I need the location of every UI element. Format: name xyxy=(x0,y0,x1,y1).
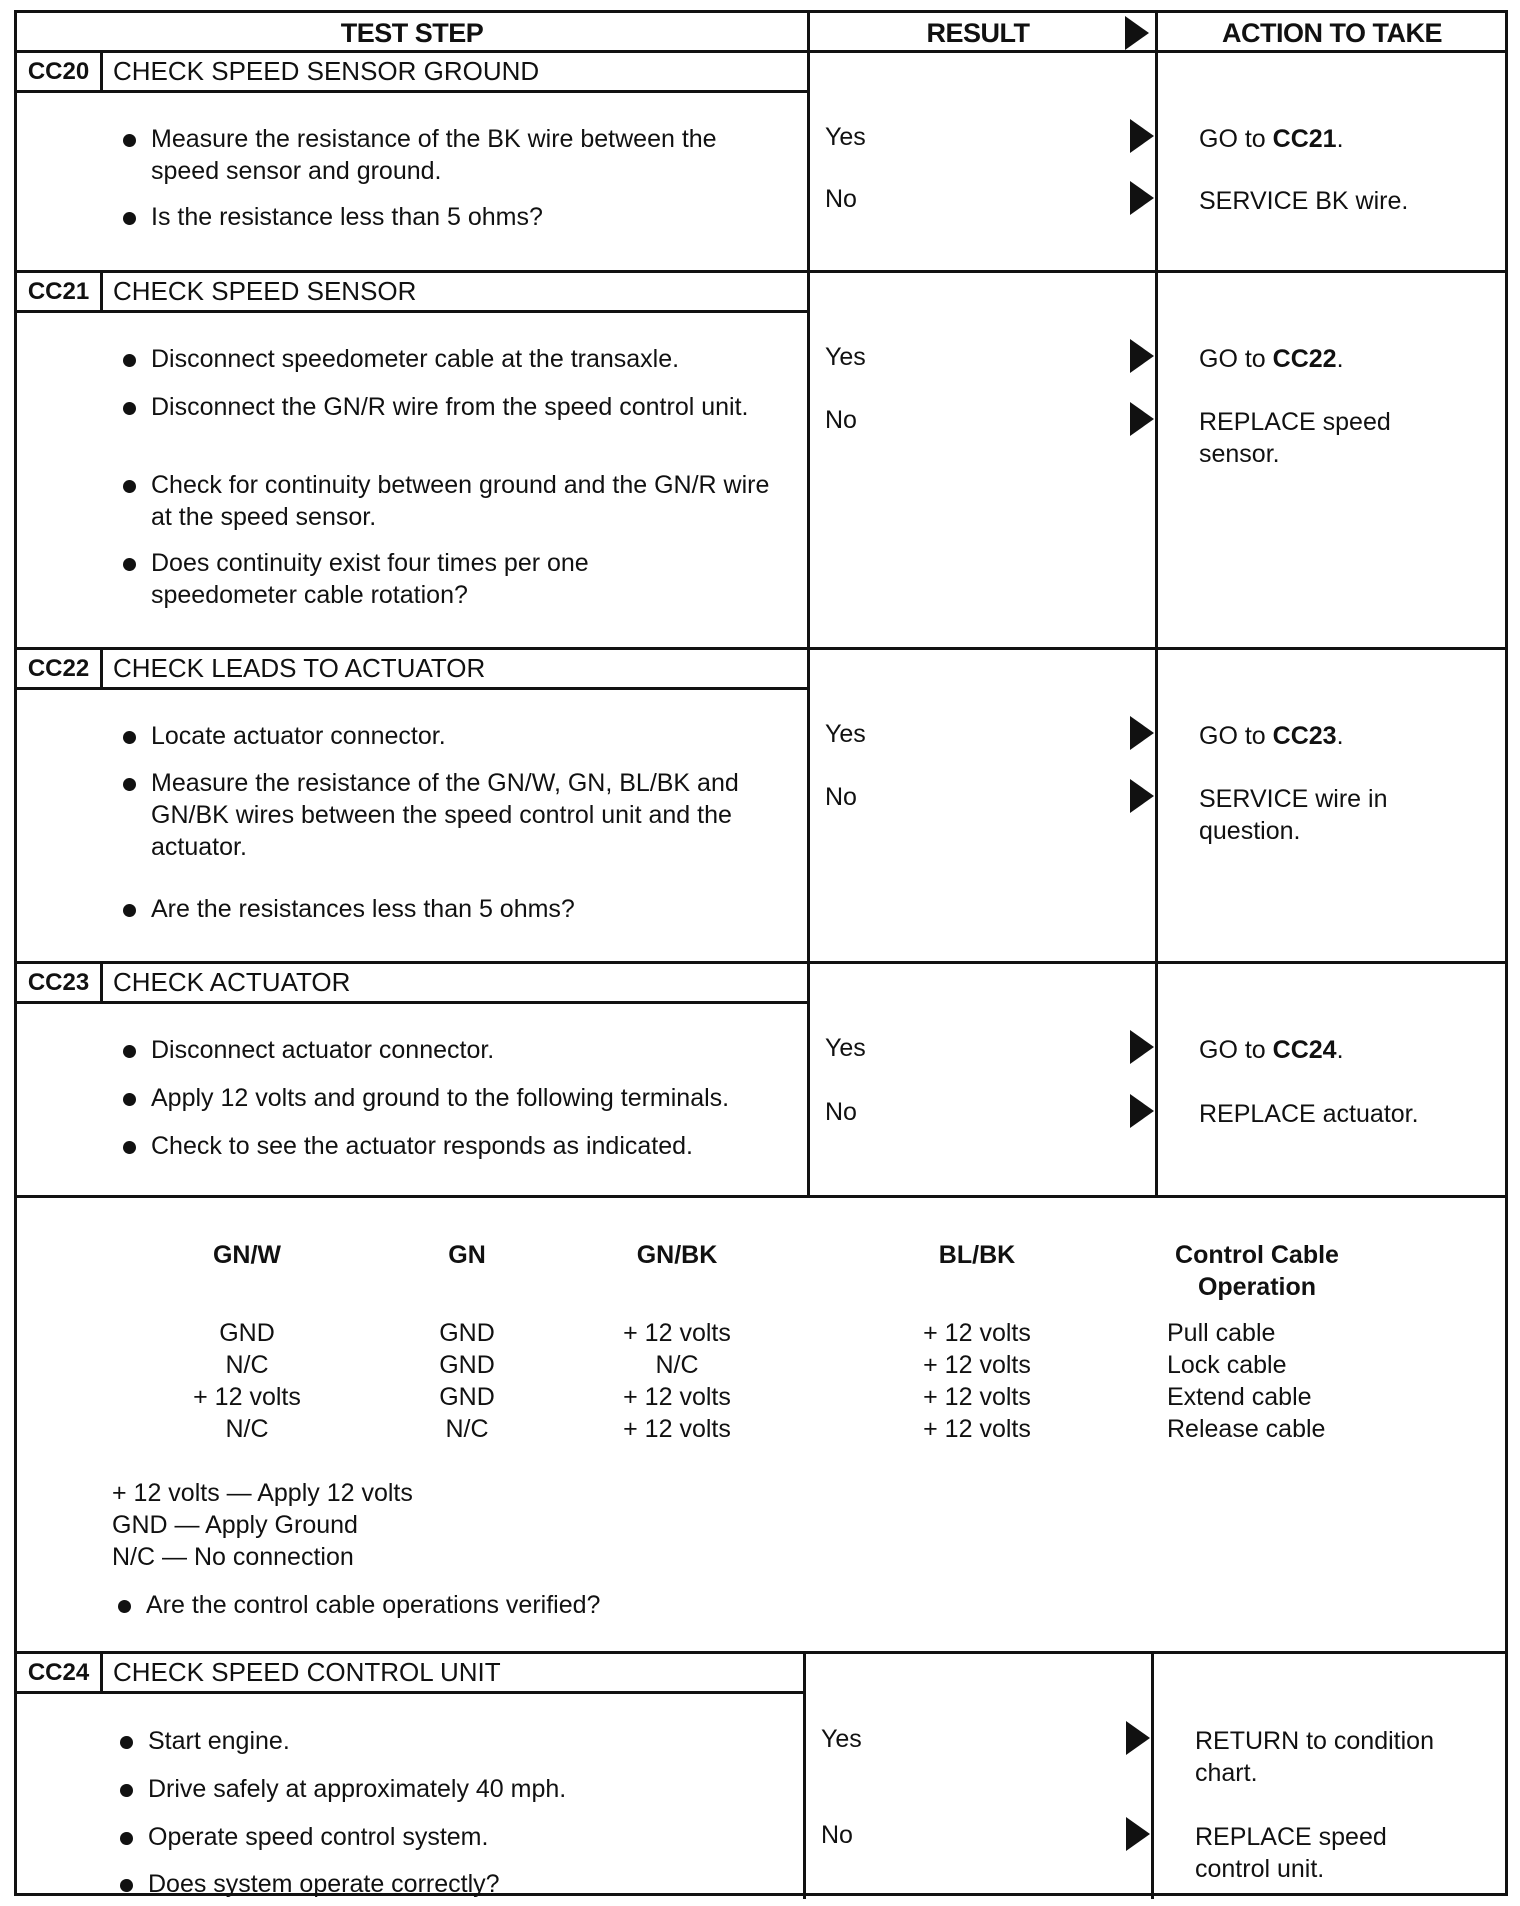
bullet-icon xyxy=(120,1784,133,1797)
action-text: REPLACE speed control unit. xyxy=(1195,1823,1387,1883)
table-cell: N/C xyxy=(225,1415,269,1443)
arrow-icon xyxy=(1130,716,1154,750)
bullet-icon xyxy=(123,778,136,791)
header-test-step: TEST STEP xyxy=(340,17,484,48)
step-bullet: Does system operate correctly? xyxy=(114,1868,774,1900)
table-cell: + 12 volts xyxy=(923,1319,1031,1347)
bullet-icon xyxy=(123,1141,136,1154)
table-header: GN xyxy=(448,1241,486,1269)
bullet-icon xyxy=(123,731,136,744)
bullet-icon xyxy=(120,1736,133,1749)
action-text: RETURN to condition chart. xyxy=(1195,1727,1434,1787)
table-cell: GND xyxy=(219,1319,275,1347)
result-yes: Yes xyxy=(825,1034,866,1062)
action-text: GO to CC21. xyxy=(1199,125,1344,153)
result-no: No xyxy=(825,783,857,811)
result-yes: Yes xyxy=(821,1725,862,1753)
arrow-icon xyxy=(1130,402,1154,436)
bullet-icon xyxy=(123,134,136,147)
step-bullet: Operate speed control system. xyxy=(114,1821,774,1853)
legend-line: + 12 volts — Apply 12 volts xyxy=(112,1479,413,1507)
step-bullet: Does continuity exist four times per one speedometer cable rotation? xyxy=(117,547,677,611)
table-cell: GND xyxy=(439,1383,495,1411)
step-code: CC22 xyxy=(17,650,103,690)
step-bullet: Are the control cable operations verified? xyxy=(112,1589,812,1621)
column-divider xyxy=(807,13,810,1195)
bullet-icon xyxy=(123,1093,136,1106)
arrow-icon xyxy=(1126,1817,1150,1851)
table-cell: + 12 volts xyxy=(623,1415,731,1443)
result-no: No xyxy=(825,406,857,434)
action-text: GO to CC24. xyxy=(1199,1036,1344,1064)
bullet-icon xyxy=(120,1832,133,1845)
step-bullet: Disconnect actuator connector. xyxy=(117,1034,797,1066)
table-cell: + 12 volts xyxy=(923,1415,1031,1443)
action-text: SERVICE BK wire. xyxy=(1199,187,1409,215)
step-title: CHECK LEADS TO ACTUATOR xyxy=(103,650,810,690)
table-header: Control Cable Operation xyxy=(1175,1241,1339,1301)
step-bullet: Measure the resistance of the BK wire between the speed sensor and ground. xyxy=(117,123,777,187)
step-code: CC24 xyxy=(17,1654,103,1694)
bullet-icon xyxy=(123,480,136,493)
bullet-icon xyxy=(123,1045,136,1058)
result-no: No xyxy=(821,1821,853,1849)
action-text: SERVICE wire in question. xyxy=(1199,785,1388,845)
action-text: REPLACE actuator. xyxy=(1199,1100,1419,1128)
step-bullet: Locate actuator connector. xyxy=(117,720,777,752)
bullet-icon xyxy=(123,212,136,225)
bullet-icon xyxy=(123,558,136,571)
step-bullet: Check to see the actuator responds as indicated. xyxy=(117,1130,797,1162)
table-cell: Release cable xyxy=(1167,1415,1326,1443)
header-action: ACTION TO TAKE xyxy=(1222,17,1442,48)
result-no: No xyxy=(825,185,857,213)
step-code: CC23 xyxy=(17,964,103,1004)
header-result: RESULT xyxy=(926,17,1030,48)
table-cell: + 12 volts xyxy=(193,1383,301,1411)
arrow-icon xyxy=(1130,119,1154,153)
action-text: REPLACE speed sensor. xyxy=(1199,408,1391,468)
bullet-icon xyxy=(118,1600,131,1613)
table-header: GN/BK xyxy=(636,1241,718,1269)
bullet-icon xyxy=(123,354,136,367)
table-cell: Lock cable xyxy=(1167,1351,1287,1379)
step-bullet: Check for continuity between ground and the GN/R wire at the speed sensor. xyxy=(117,469,777,533)
arrow-icon xyxy=(1130,1030,1154,1064)
table-cell: N/C xyxy=(225,1351,269,1379)
table-cell: N/C xyxy=(655,1351,699,1379)
step-title: CHECK SPEED SENSOR xyxy=(103,273,810,313)
action-text: GO to CC23. xyxy=(1199,722,1344,750)
arrow-icon xyxy=(1130,1094,1154,1128)
step-bullet: Apply 12 volts and ground to the following terminals. xyxy=(117,1082,797,1114)
table-cell: + 12 volts xyxy=(923,1351,1031,1379)
step-bullet: Start engine. xyxy=(114,1725,774,1757)
legend-line: N/C — No connection xyxy=(112,1543,354,1571)
column-divider xyxy=(1155,13,1158,1195)
table-header: GN/W xyxy=(212,1241,282,1269)
legend-line: GND — Apply Ground xyxy=(112,1511,358,1539)
bullet-icon xyxy=(120,1879,133,1892)
result-no: No xyxy=(825,1098,857,1126)
table-cell: Extend cable xyxy=(1167,1383,1312,1411)
step-code: CC21 xyxy=(17,273,103,313)
header-arrow-icon xyxy=(1125,16,1149,50)
table-header: BL/BK xyxy=(938,1241,1016,1269)
bullet-icon xyxy=(123,402,136,415)
step-bullet: Drive safely at approximately 40 mph. xyxy=(114,1773,774,1805)
table-cell: GND xyxy=(439,1351,495,1379)
step-bullet: Measure the resistance of the GN/W, GN, BL/BK and GN/BK wires between the speed control unit and the actuator. xyxy=(117,767,757,863)
result-yes: Yes xyxy=(825,343,866,371)
table-cell: + 12 volts xyxy=(623,1319,731,1347)
step-bullet: Disconnect the GN/R wire from the speed control unit. xyxy=(117,391,777,423)
table-cell: GND xyxy=(439,1319,495,1347)
step-bullet: Are the resistances less than 5 ohms? xyxy=(117,893,777,925)
column-divider xyxy=(1151,1654,1154,1899)
bullet-icon xyxy=(123,904,136,917)
step-bullet: Disconnect speedometer cable at the transaxle. xyxy=(117,343,777,375)
arrow-icon xyxy=(1130,339,1154,373)
arrow-icon xyxy=(1130,181,1154,215)
step-title: CHECK SPEED CONTROL UNIT xyxy=(103,1654,806,1694)
step-title: CHECK SPEED SENSOR GROUND xyxy=(103,53,810,93)
step-title: CHECK ACTUATOR xyxy=(103,964,810,1004)
action-text: GO to CC22. xyxy=(1199,345,1344,373)
table-cell: + 12 volts xyxy=(923,1383,1031,1411)
diagnostic-table xyxy=(14,10,1508,1896)
row-divider xyxy=(17,1195,1505,1198)
result-yes: Yes xyxy=(825,720,866,748)
table-cell: N/C xyxy=(445,1415,489,1443)
result-yes: Yes xyxy=(825,123,866,151)
table-cell: + 12 volts xyxy=(623,1383,731,1411)
step-bullet: Is the resistance less than 5 ohms? xyxy=(117,201,777,233)
step-code: CC20 xyxy=(17,53,103,93)
table-cell: Pull cable xyxy=(1167,1319,1276,1347)
arrow-icon xyxy=(1126,1721,1150,1755)
arrow-icon xyxy=(1130,779,1154,813)
